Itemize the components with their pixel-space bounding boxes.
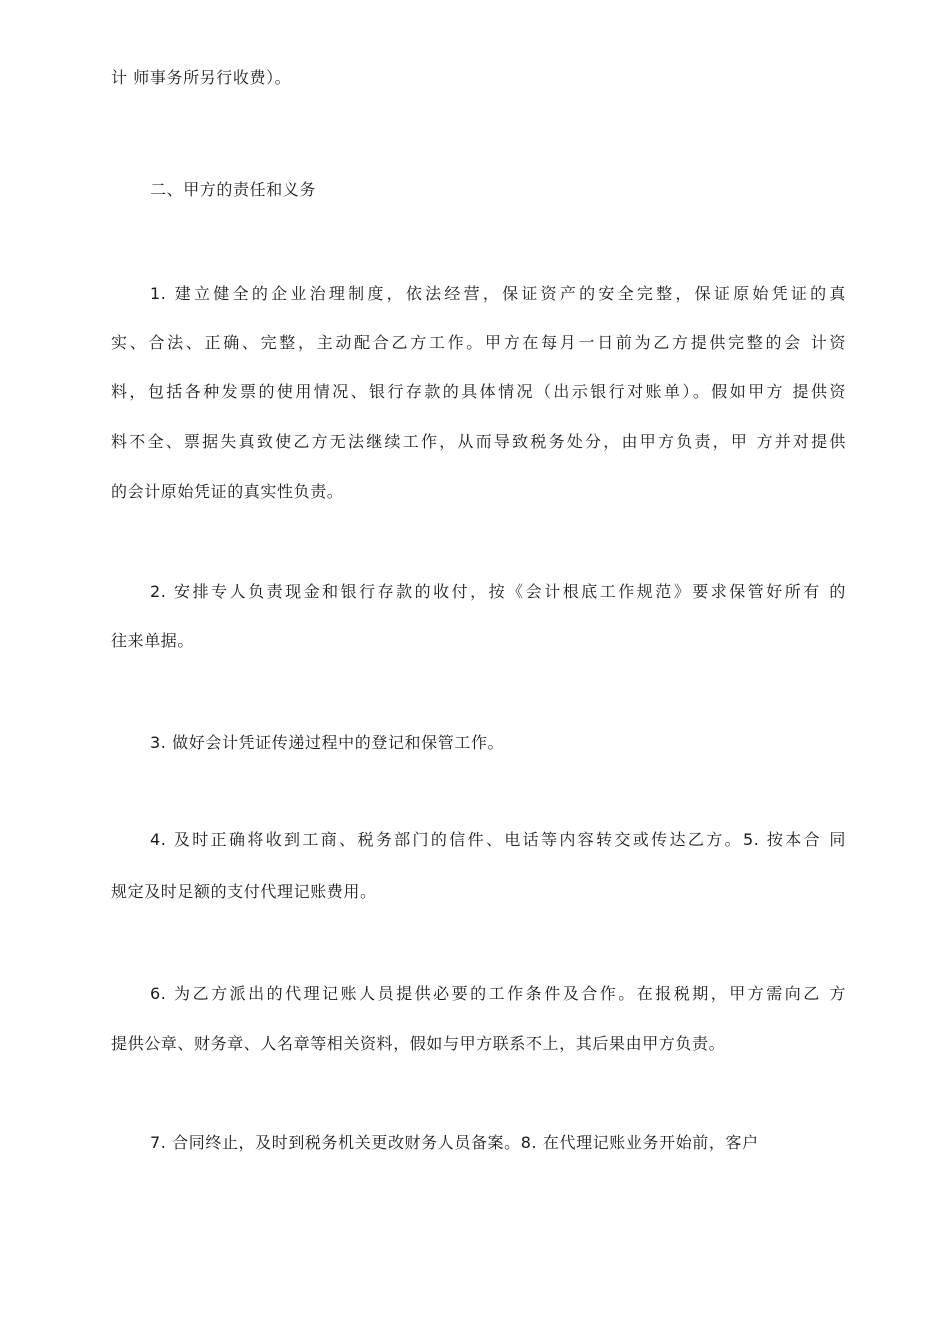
text-line-4: 实、合法、正确、完整，主动配合乙方工作。甲方在每月一日前为乙方提供完整的会 计资 bbox=[111, 333, 846, 352]
text-line-13: 6. 为乙方派出的代理记账人员提供必要的工作条件及合作。在报税期，甲方需向乙 方 bbox=[150, 984, 846, 1003]
text-line-3: 1. 建立健全的企业治理制度，依法经营，保证资产的安全完整，保证原始凭证的真 bbox=[150, 284, 846, 303]
text-line-11: 4. 及时正确将收到工商、税务部门的信件、电话等内容转交或传达乙方。5. 按本合 同 bbox=[150, 830, 846, 849]
text-line-14: 提供公章、财务章、人名章等相关资料，假如与甲方联系不上，其后果由甲方负责。 bbox=[111, 1034, 726, 1053]
text-line-9: 往来单据。 bbox=[111, 631, 195, 650]
text-line-15: 7. 合同终止，及时到税务机关更改财务人员备案。8. 在代理记账业务开始前，客户 bbox=[150, 1133, 759, 1152]
section-heading: 二、甲方的责任和义务 bbox=[150, 180, 317, 199]
text-line-1: 计 师事务所另行收费）。 bbox=[111, 68, 292, 87]
text-line-8: 2. 安排专人负责现金和银行存款的收付，按《会计根底工作规范》要求保管好所有 的 bbox=[150, 582, 846, 601]
text-line-12: 规定及时足额的支付代理记账费用。 bbox=[111, 882, 377, 901]
text-line-10: 3. 做好会计凭证传递过程中的登记和保管工作。 bbox=[150, 733, 505, 752]
text-line-7: 的会计原始凭证的真实性负责。 bbox=[111, 482, 344, 501]
text-line-6: 料不全、票据失真致使乙方无法继续工作，从而导致税务处分，由甲方负责，甲 方并对提供 bbox=[111, 432, 846, 451]
text-line-5: 料，包括各种发票的使用情况、银行存款的具体情况（出示银行对账单）。假如甲方 提供资 bbox=[111, 382, 846, 401]
